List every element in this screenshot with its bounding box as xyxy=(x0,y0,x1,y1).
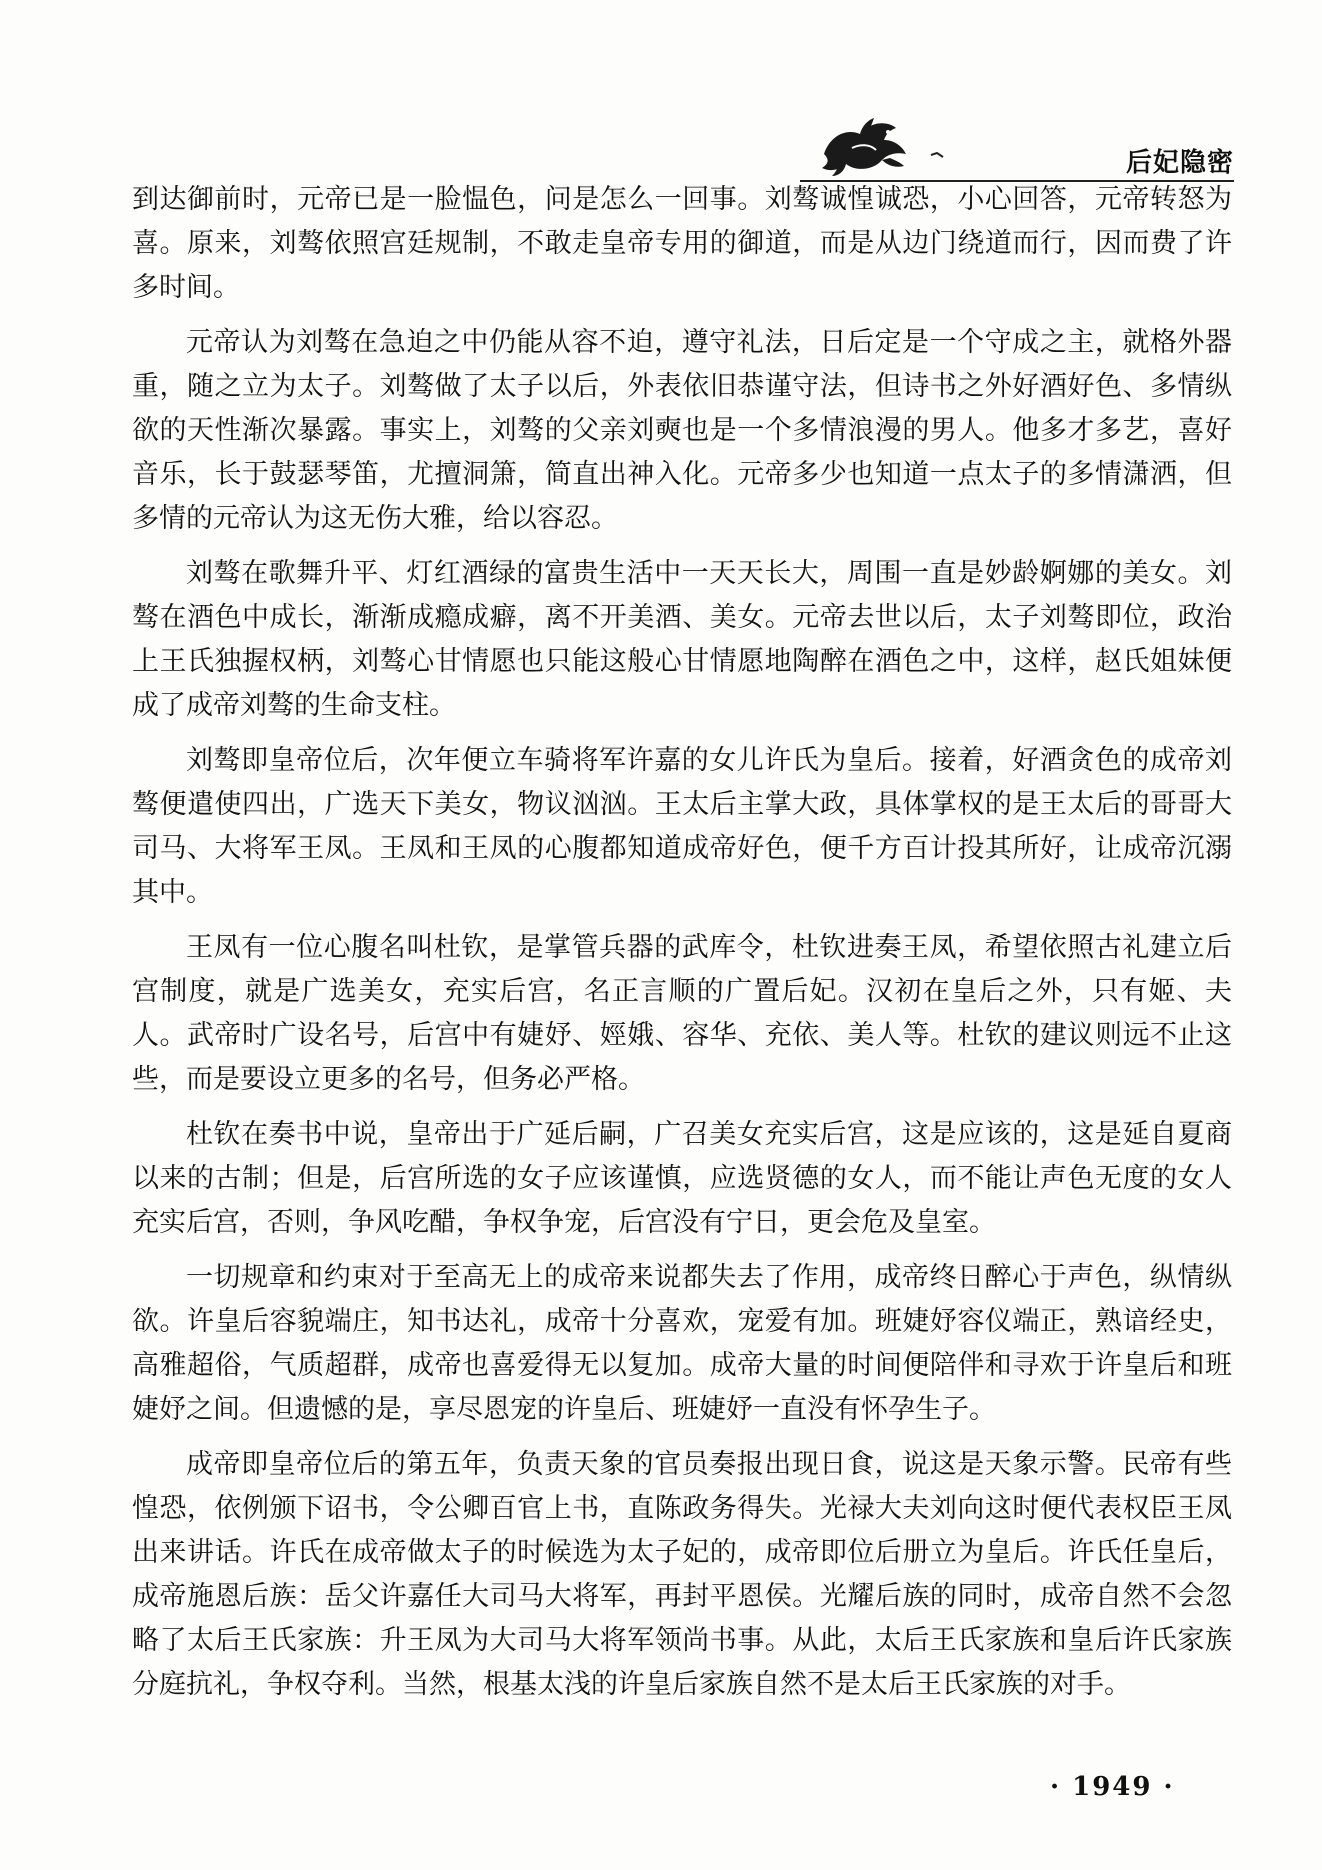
ink-mark-icon xyxy=(930,152,944,158)
page-number: · 1949 · xyxy=(1050,1772,1175,1802)
paragraph: 成帝即皇帝位后的第五年，负责天象的官员奏报出现日食，说这是天象示警。民帝有些惶恐，依例颁下诏书，令公卿百官上书，直陈政务得失。光禄大夫刘向这时便代表权臣王凤出来讲话。许氏在成帝做太子的时候选为太子妃的，成帝即位后册立为皇后。许氏任皇后，成帝施恩后族：岳父许嘉任大司马大将军，再封平恩侯。光耀后族的同时，成帝自然不会忽略了太后王氏家族：升王凤为大司马大将军领尚书事。从此，太后王氏家族和皇后许氏家族分庭抗礼，争权夺利。当然，根基太浅的许皇后家族自然不是太后王氏家族的对手。 xyxy=(132,1449,1232,1700)
body-text xyxy=(132,178,1232,1718)
paragraph: 元帝认为刘骜在急迫之中仍能从容不迫，遵守礼法，日后定是一个守成之主，就格外器重，随之立为太子。刘骜做了太子以后，外表依旧恭谨守法，但诗书之外好酒好色、多情纵欲的天性渐次暴露。事实上，刘骜的父亲刘奭也是一个多情浪漫的男人。他多才多艺，喜好音乐，长于鼓瑟琴笛，尤擅洞箫，简直出神入化。元帝多少也知道一点太子的多情潇洒，但多情的元帝认为这无伤大雅，给以容忍。 xyxy=(132,327,1232,534)
dragon-emblem-icon xyxy=(816,114,916,178)
paragraph: 一切规章和约束对于至高无上的成帝来说都失去了作用，成帝终日醉心于声色，纵情纵欲。许皇后容貌端庄，知书达礼，成帝十分喜欢，宠爱有加。班婕妤容仪端正，熟谙经史，高雅超俗，气质超群，成帝也喜爱得无以复加。成帝大量的时间便陪伴和寻欢于许皇后和班婕妤之间。但遗憾的是，享尽恩宠的许皇后、班婕妤一直没有怀孕生子。 xyxy=(132,1262,1232,1425)
running-header-title: 后妃隐密 xyxy=(1125,148,1234,178)
paragraph: 杜钦在奏书中说，皇帝出于广延后嗣，广召美女充实后宫，这是应该的，这是延自夏商以来的古制；但是，后宫所选的女子应该谨慎，应选贤德的女人，而不能让声色无度的女人充实后宫，否则，争风吃醋，争权争宠，后宫没有宁日，更会危及皇室。 xyxy=(132,1119,1232,1238)
paragraph: 王凤有一位心腹名叫杜钦，是掌管兵器的武库令，杜钦进奏王凤，希望依照古礼建立后宫制度，就是广选美女，充实后宫，名正言顺的广置后妃。汉初在皇后之外，只有姬、夫人。武帝时广设名号，后宫中有婕妤、娙娥、容华、充依、美人等。杜钦的建议则远不止这些，而是要设立更多的名号，但务必严格。 xyxy=(132,932,1232,1095)
page-header xyxy=(140,108,1234,188)
paragraph: 到达御前时，元帝已是一脸愠色，问是怎么一回事。刘骜诚惶诚恐，小心回答，元帝转怒为喜。原来，刘骜依照宫廷规制，不敢走皇帝专用的御道，而是从边门绕道而行，因而费了许多时间。 xyxy=(132,184,1232,303)
paragraph: 刘骜在歌舞升平、灯红酒绿的富贵生活中一天天长大，周围一直是妙龄婀娜的美女。刘骜在酒色中成长，渐渐成瘾成癖，离不开美酒、美女。元帝去世以后，太子刘骜即位，政治上王氏独握权柄，刘骜心甘情愿也只能这般心甘情愿地陶醉在酒色之中，这样，赵氏姐妹便成了成帝刘骜的生命支柱。 xyxy=(132,558,1232,721)
paragraph: 刘骜即皇帝位后，次年便立车骑将军许嘉的女儿许氏为皇后。接着，好酒贪色的成帝刘骜便遣使四出，广选天下美女，物议汹汹。王太后主掌大政，具体掌权的是王太后的哥哥大司马、大将军王凤。王凤和王凤的心腹都知道成帝好色，便千方百计投其所好，让成帝沉溺其中。 xyxy=(132,745,1232,908)
